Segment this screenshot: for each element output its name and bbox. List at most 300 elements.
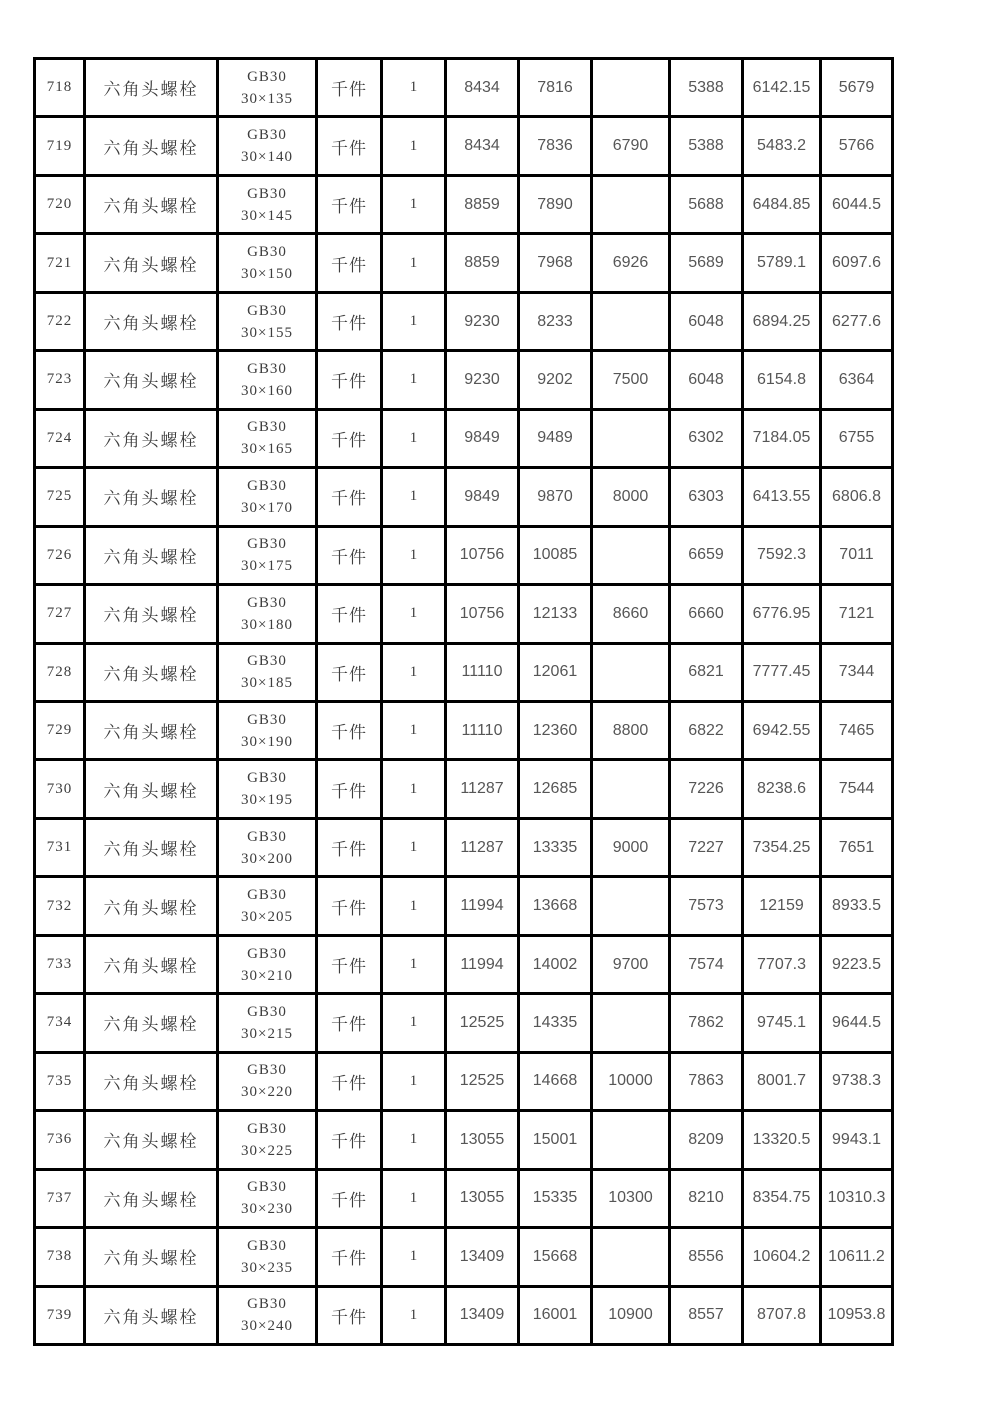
value-cell-1: 8434 xyxy=(446,59,519,117)
value-cell-5: 6142.15 xyxy=(743,59,821,117)
value-cell-2: 12133 xyxy=(519,585,592,643)
item-name-cell: 六角头螺栓 xyxy=(85,877,218,935)
value-cell-2: 14335 xyxy=(519,994,592,1052)
value-cell-6: 8933.5 xyxy=(821,877,893,935)
spec-line: GB30 xyxy=(247,1120,287,1137)
table-row xyxy=(35,117,893,175)
quantity-cell: 1 xyxy=(382,409,446,467)
value-cell-4: 6821 xyxy=(670,643,743,701)
value-cell-6: 6277.6 xyxy=(821,292,893,350)
row-number-cell: 721 xyxy=(35,234,85,292)
spec-line: GB30 xyxy=(247,1296,287,1313)
value-cell-3 xyxy=(592,1228,670,1286)
unit-cell: 千件 xyxy=(317,117,382,175)
unit-cell: 千件 xyxy=(317,1286,382,1344)
item-name-cell: 六角头螺栓 xyxy=(85,351,218,409)
spec-cell xyxy=(218,994,317,1052)
value-cell-2: 7968 xyxy=(519,234,592,292)
value-cell-6: 5679 xyxy=(821,59,893,117)
table-row xyxy=(35,1052,893,1110)
unit-cell: 千件 xyxy=(317,643,382,701)
value-cell-3 xyxy=(592,409,670,467)
row-number-cell: 736 xyxy=(35,1111,85,1169)
spec-cell xyxy=(218,292,317,350)
row-number-cell: 727 xyxy=(35,585,85,643)
value-cell-5: 12159 xyxy=(743,877,821,935)
value-cell-5: 7592.3 xyxy=(743,526,821,584)
spec-line: GB30 xyxy=(247,1237,287,1254)
value-cell-6: 6044.5 xyxy=(821,175,893,233)
value-cell-1: 13409 xyxy=(446,1286,519,1344)
value-cell-2: 9489 xyxy=(519,409,592,467)
value-cell-1: 11994 xyxy=(446,877,519,935)
value-cell-2: 15668 xyxy=(519,1228,592,1286)
row-number-cell: 729 xyxy=(35,701,85,759)
value-cell-6: 7344 xyxy=(821,643,893,701)
value-cell-6: 6097.6 xyxy=(821,234,893,292)
value-cell-4: 5688 xyxy=(670,175,743,233)
spec-line: 30×180 xyxy=(241,616,293,633)
value-cell-1: 9849 xyxy=(446,409,519,467)
item-name-cell: 六角头螺栓 xyxy=(85,1228,218,1286)
unit-cell: 千件 xyxy=(317,994,382,1052)
unit-cell: 千件 xyxy=(317,1169,382,1227)
value-cell-5: 7777.45 xyxy=(743,643,821,701)
value-cell-5: 7354.25 xyxy=(743,818,821,876)
value-cell-2: 12061 xyxy=(519,643,592,701)
row-number-cell: 738 xyxy=(35,1228,85,1286)
value-cell-2: 13335 xyxy=(519,818,592,876)
quantity-cell: 1 xyxy=(382,877,446,935)
value-cell-1: 11287 xyxy=(446,760,519,818)
value-cell-2: 10085 xyxy=(519,526,592,584)
unit-cell: 千件 xyxy=(317,526,382,584)
value-cell-4: 6048 xyxy=(670,292,743,350)
value-cell-4: 7574 xyxy=(670,935,743,993)
table-row xyxy=(35,409,893,467)
spec-line: 30×185 xyxy=(241,675,293,692)
value-cell-3: 10300 xyxy=(592,1169,670,1227)
table-row xyxy=(35,1286,893,1344)
value-cell-4: 7227 xyxy=(670,818,743,876)
spec-cell xyxy=(218,526,317,584)
value-cell-4: 7863 xyxy=(670,1052,743,1110)
value-cell-1: 12525 xyxy=(446,994,519,1052)
value-cell-4: 8209 xyxy=(670,1111,743,1169)
value-cell-5: 7184.05 xyxy=(743,409,821,467)
spec-cell xyxy=(218,468,317,526)
row-number-cell: 719 xyxy=(35,117,85,175)
table-row xyxy=(35,818,893,876)
value-cell-1: 11287 xyxy=(446,818,519,876)
spec-line: 30×220 xyxy=(241,1084,293,1101)
item-name-cell: 六角头螺栓 xyxy=(85,292,218,350)
value-cell-4: 7226 xyxy=(670,760,743,818)
table-row xyxy=(35,59,893,117)
spec-cell xyxy=(218,117,317,175)
spec-line: GB30 xyxy=(247,536,287,553)
value-cell-3: 6790 xyxy=(592,117,670,175)
quantity-cell: 1 xyxy=(382,760,446,818)
row-number-cell: 728 xyxy=(35,643,85,701)
table-row xyxy=(35,175,893,233)
spec-cell xyxy=(218,643,317,701)
item-name-cell: 六角头螺栓 xyxy=(85,409,218,467)
spec-line: GB30 xyxy=(247,360,287,377)
quantity-cell: 1 xyxy=(382,1111,446,1169)
item-name-cell: 六角头螺栓 xyxy=(85,1052,218,1110)
value-cell-2: 15001 xyxy=(519,1111,592,1169)
table-row xyxy=(35,1169,893,1227)
quantity-cell: 1 xyxy=(382,468,446,526)
value-cell-1: 13409 xyxy=(446,1228,519,1286)
value-cell-4: 6659 xyxy=(670,526,743,584)
unit-cell: 千件 xyxy=(317,818,382,876)
spec-line: GB30 xyxy=(247,419,287,436)
spec-line: 30×215 xyxy=(241,1025,293,1042)
value-cell-5: 9745.1 xyxy=(743,994,821,1052)
quantity-cell: 1 xyxy=(382,585,446,643)
value-cell-6: 5766 xyxy=(821,117,893,175)
item-name-cell: 六角头螺栓 xyxy=(85,468,218,526)
spec-line: GB30 xyxy=(247,711,287,728)
value-cell-1: 10756 xyxy=(446,585,519,643)
spec-cell xyxy=(218,818,317,876)
spec-line: 30×210 xyxy=(241,967,293,984)
spec-line: 30×230 xyxy=(241,1201,293,1218)
value-cell-6: 9223.5 xyxy=(821,935,893,993)
value-cell-6: 9738.3 xyxy=(821,1052,893,1110)
value-cell-3 xyxy=(592,292,670,350)
row-number-cell: 723 xyxy=(35,351,85,409)
value-cell-5: 6154.8 xyxy=(743,351,821,409)
value-cell-3 xyxy=(592,175,670,233)
table-row xyxy=(35,351,893,409)
value-cell-4: 5388 xyxy=(670,59,743,117)
spec-line: GB30 xyxy=(247,770,287,787)
row-number-cell: 739 xyxy=(35,1286,85,1344)
spec-line: GB30 xyxy=(247,887,287,904)
spec-line: 30×135 xyxy=(241,90,293,107)
spec-line: GB30 xyxy=(247,185,287,202)
quantity-cell: 1 xyxy=(382,175,446,233)
spec-line: 30×145 xyxy=(241,207,293,224)
quantity-cell: 1 xyxy=(382,1052,446,1110)
value-cell-1: 8859 xyxy=(446,234,519,292)
table-row xyxy=(35,1228,893,1286)
spec-line: 30×160 xyxy=(241,382,293,399)
value-cell-5: 5789.1 xyxy=(743,234,821,292)
table-row xyxy=(35,292,893,350)
value-cell-1: 8859 xyxy=(446,175,519,233)
spec-cell xyxy=(218,935,317,993)
spec-line: GB30 xyxy=(247,302,287,319)
unit-cell: 千件 xyxy=(317,1111,382,1169)
item-name-cell: 六角头螺栓 xyxy=(85,994,218,1052)
spec-cell xyxy=(218,877,317,935)
spec-line: 30×155 xyxy=(241,324,293,341)
value-cell-3: 9700 xyxy=(592,935,670,993)
spec-line: 30×150 xyxy=(241,266,293,283)
value-cell-2: 16001 xyxy=(519,1286,592,1344)
value-cell-1: 9849 xyxy=(446,468,519,526)
item-name-cell: 六角头螺栓 xyxy=(85,117,218,175)
value-cell-5: 6776.95 xyxy=(743,585,821,643)
quantity-cell: 1 xyxy=(382,117,446,175)
quantity-cell: 1 xyxy=(382,526,446,584)
row-number-cell: 722 xyxy=(35,292,85,350)
spec-line: 30×235 xyxy=(241,1259,293,1276)
table-row xyxy=(35,234,893,292)
item-name-cell: 六角头螺栓 xyxy=(85,935,218,993)
value-cell-6: 6364 xyxy=(821,351,893,409)
unit-cell: 千件 xyxy=(317,292,382,350)
item-name-cell: 六角头螺栓 xyxy=(85,1169,218,1227)
spec-cell xyxy=(218,1169,317,1227)
unit-cell: 千件 xyxy=(317,234,382,292)
unit-cell: 千件 xyxy=(317,585,382,643)
table-row xyxy=(35,585,893,643)
value-cell-5: 7707.3 xyxy=(743,935,821,993)
unit-cell: 千件 xyxy=(317,760,382,818)
table-row xyxy=(35,468,893,526)
item-name-cell: 六角头螺栓 xyxy=(85,175,218,233)
value-cell-3 xyxy=(592,1111,670,1169)
value-cell-5: 6894.25 xyxy=(743,292,821,350)
value-cell-3 xyxy=(592,643,670,701)
value-cell-1: 13055 xyxy=(446,1169,519,1227)
value-cell-2: 15335 xyxy=(519,1169,592,1227)
value-cell-5: 5483.2 xyxy=(743,117,821,175)
unit-cell: 千件 xyxy=(317,1052,382,1110)
unit-cell: 千件 xyxy=(317,409,382,467)
value-cell-1: 9230 xyxy=(446,292,519,350)
item-name-cell: 六角头螺栓 xyxy=(85,701,218,759)
value-cell-2: 7816 xyxy=(519,59,592,117)
spec-line: GB30 xyxy=(247,1062,287,1079)
item-name-cell: 六角头螺栓 xyxy=(85,234,218,292)
row-number-cell: 724 xyxy=(35,409,85,467)
unit-cell: 千件 xyxy=(317,351,382,409)
value-cell-4: 6302 xyxy=(670,409,743,467)
table-row xyxy=(35,877,893,935)
spec-line: 30×240 xyxy=(241,1318,293,1335)
value-cell-1: 12525 xyxy=(446,1052,519,1110)
row-number-cell: 734 xyxy=(35,994,85,1052)
item-name-cell: 六角头螺栓 xyxy=(85,818,218,876)
value-cell-3 xyxy=(592,760,670,818)
value-cell-1: 10756 xyxy=(446,526,519,584)
value-cell-6: 10953.8 xyxy=(821,1286,893,1344)
value-cell-5: 13320.5 xyxy=(743,1111,821,1169)
quantity-cell: 1 xyxy=(382,643,446,701)
value-cell-3 xyxy=(592,994,670,1052)
spec-line: GB30 xyxy=(247,828,287,845)
value-cell-6: 6755 xyxy=(821,409,893,467)
quantity-cell: 1 xyxy=(382,1169,446,1227)
value-cell-2: 13668 xyxy=(519,877,592,935)
row-number-cell: 730 xyxy=(35,760,85,818)
value-cell-5: 6942.55 xyxy=(743,701,821,759)
table-row xyxy=(35,526,893,584)
spec-line: 30×205 xyxy=(241,909,293,926)
spec-line: GB30 xyxy=(247,68,287,85)
unit-cell: 千件 xyxy=(317,468,382,526)
table-body xyxy=(35,59,893,1345)
value-cell-3: 8660 xyxy=(592,585,670,643)
spec-line: 30×200 xyxy=(241,850,293,867)
spec-cell xyxy=(218,1111,317,1169)
row-number-cell: 720 xyxy=(35,175,85,233)
quantity-cell: 1 xyxy=(382,292,446,350)
value-cell-1: 11994 xyxy=(446,935,519,993)
value-cell-5: 8001.7 xyxy=(743,1052,821,1110)
value-cell-2: 14668 xyxy=(519,1052,592,1110)
value-cell-3: 10000 xyxy=(592,1052,670,1110)
spec-cell xyxy=(218,1228,317,1286)
spec-line: GB30 xyxy=(247,477,287,494)
spec-line: 30×170 xyxy=(241,499,293,516)
unit-cell: 千件 xyxy=(317,1228,382,1286)
spec-line: GB30 xyxy=(247,653,287,670)
quantity-cell: 1 xyxy=(382,1286,446,1344)
row-number-cell: 735 xyxy=(35,1052,85,1110)
value-cell-4: 6048 xyxy=(670,351,743,409)
quantity-cell: 1 xyxy=(382,935,446,993)
quantity-cell: 1 xyxy=(382,701,446,759)
spec-line: 30×140 xyxy=(241,149,293,166)
quantity-cell: 1 xyxy=(382,994,446,1052)
value-cell-5: 10604.2 xyxy=(743,1228,821,1286)
value-cell-3 xyxy=(592,877,670,935)
value-cell-1: 11110 xyxy=(446,701,519,759)
item-name-cell: 六角头螺栓 xyxy=(85,760,218,818)
value-cell-6: 10310.3 xyxy=(821,1169,893,1227)
value-cell-6: 7121 xyxy=(821,585,893,643)
value-cell-4: 7573 xyxy=(670,877,743,935)
spec-cell xyxy=(218,351,317,409)
bolt-price-table xyxy=(33,57,894,1346)
item-name-cell: 六角头螺栓 xyxy=(85,643,218,701)
value-cell-2: 7890 xyxy=(519,175,592,233)
value-cell-4: 6660 xyxy=(670,585,743,643)
value-cell-6: 9644.5 xyxy=(821,994,893,1052)
value-cell-6: 7465 xyxy=(821,701,893,759)
unit-cell: 千件 xyxy=(317,701,382,759)
value-cell-4: 8210 xyxy=(670,1169,743,1227)
value-cell-3 xyxy=(592,59,670,117)
spec-line: GB30 xyxy=(247,1179,287,1196)
table-row xyxy=(35,994,893,1052)
value-cell-3: 7500 xyxy=(592,351,670,409)
value-cell-6: 7651 xyxy=(821,818,893,876)
quantity-cell: 1 xyxy=(382,1228,446,1286)
row-number-cell: 725 xyxy=(35,468,85,526)
spec-cell xyxy=(218,701,317,759)
unit-cell: 千件 xyxy=(317,59,382,117)
item-name-cell: 六角头螺栓 xyxy=(85,1111,218,1169)
quantity-cell: 1 xyxy=(382,818,446,876)
value-cell-4: 8556 xyxy=(670,1228,743,1286)
value-cell-5: 8354.75 xyxy=(743,1169,821,1227)
spec-line: GB30 xyxy=(247,945,287,962)
value-cell-3: 8800 xyxy=(592,701,670,759)
item-name-cell: 六角头螺栓 xyxy=(85,1286,218,1344)
value-cell-1: 13055 xyxy=(446,1111,519,1169)
value-cell-1: 9230 xyxy=(446,351,519,409)
value-cell-1: 8434 xyxy=(446,117,519,175)
value-cell-6: 7544 xyxy=(821,760,893,818)
spec-line: GB30 xyxy=(247,594,287,611)
value-cell-3 xyxy=(592,526,670,584)
spec-cell xyxy=(218,409,317,467)
value-cell-6: 10611.2 xyxy=(821,1228,893,1286)
value-cell-3: 6926 xyxy=(592,234,670,292)
value-cell-4: 6303 xyxy=(670,468,743,526)
row-number-cell: 733 xyxy=(35,935,85,993)
spec-cell xyxy=(218,1286,317,1344)
value-cell-4: 5689 xyxy=(670,234,743,292)
row-number-cell: 737 xyxy=(35,1169,85,1227)
item-name-cell: 六角头螺栓 xyxy=(85,585,218,643)
spec-line: GB30 xyxy=(247,244,287,261)
row-number-cell: 718 xyxy=(35,59,85,117)
row-number-cell: 726 xyxy=(35,526,85,584)
quantity-cell: 1 xyxy=(382,351,446,409)
value-cell-2: 8233 xyxy=(519,292,592,350)
spec-cell xyxy=(218,175,317,233)
value-cell-2: 12685 xyxy=(519,760,592,818)
value-cell-2: 9870 xyxy=(519,468,592,526)
value-cell-6: 9943.1 xyxy=(821,1111,893,1169)
table-row xyxy=(35,701,893,759)
value-cell-3: 8000 xyxy=(592,468,670,526)
spec-line: GB30 xyxy=(247,127,287,144)
spec-cell xyxy=(218,760,317,818)
value-cell-4: 5388 xyxy=(670,117,743,175)
value-cell-5: 6413.55 xyxy=(743,468,821,526)
value-cell-2: 7836 xyxy=(519,117,592,175)
unit-cell: 千件 xyxy=(317,175,382,233)
value-cell-2: 9202 xyxy=(519,351,592,409)
spec-line: 30×225 xyxy=(241,1142,293,1159)
table-row xyxy=(35,760,893,818)
row-number-cell: 731 xyxy=(35,818,85,876)
value-cell-5: 8238.6 xyxy=(743,760,821,818)
table-row xyxy=(35,643,893,701)
unit-cell: 千件 xyxy=(317,935,382,993)
value-cell-5: 6484.85 xyxy=(743,175,821,233)
table-row xyxy=(35,935,893,993)
spec-line: GB30 xyxy=(247,1003,287,1020)
spec-line: 30×175 xyxy=(241,558,293,575)
item-name-cell: 六角头螺栓 xyxy=(85,526,218,584)
unit-cell: 千件 xyxy=(317,877,382,935)
value-cell-4: 7862 xyxy=(670,994,743,1052)
value-cell-6: 6806.8 xyxy=(821,468,893,526)
value-cell-3: 10900 xyxy=(592,1286,670,1344)
quantity-cell: 1 xyxy=(382,59,446,117)
value-cell-5: 8707.8 xyxy=(743,1286,821,1344)
row-number-cell: 732 xyxy=(35,877,85,935)
spec-cell xyxy=(218,234,317,292)
spec-cell xyxy=(218,59,317,117)
spec-cell xyxy=(218,1052,317,1110)
spec-cell xyxy=(218,585,317,643)
value-cell-3: 9000 xyxy=(592,818,670,876)
quantity-cell: 1 xyxy=(382,234,446,292)
value-cell-2: 12360 xyxy=(519,701,592,759)
